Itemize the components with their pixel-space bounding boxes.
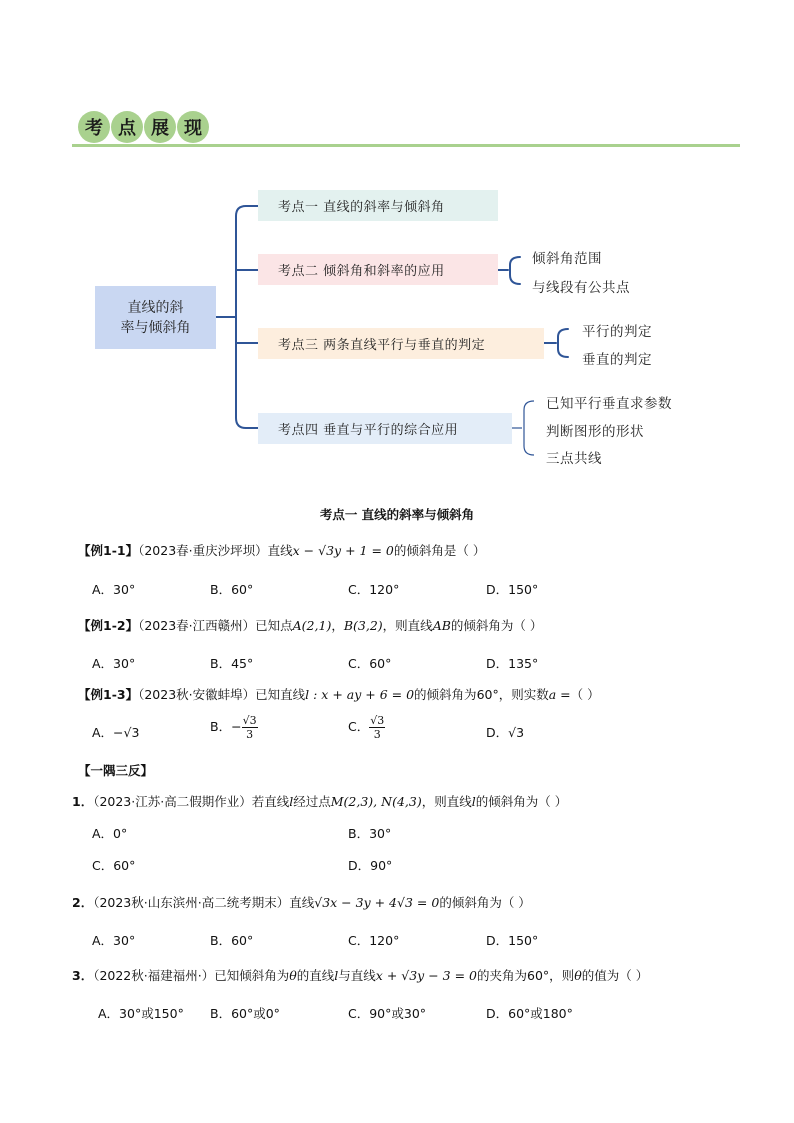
example-label: 【例1-2】: [78, 618, 139, 633]
example-source: （2023春·重庆沙坪坝）: [138, 543, 268, 558]
option-c: C．120°: [348, 582, 400, 597]
option-d: D．60°或180°: [486, 1006, 573, 1021]
variable: θ: [289, 968, 297, 983]
option-d: D．√3: [486, 725, 525, 740]
angle: 60°: [527, 968, 550, 983]
line-name: AB: [432, 618, 451, 633]
mindmap-leaf: 倾斜角范围: [532, 251, 602, 267]
option-b: [210, 714, 258, 741]
mindmap-leaf: 与线段有公共点: [532, 280, 630, 296]
question-text: ，则直线: [421, 794, 472, 809]
fraction-denominator: 3: [373, 728, 381, 741]
question-source: （2023·江苏·高二假期作业）: [93, 794, 252, 809]
question-text: 的倾斜角为（ ）: [450, 618, 543, 633]
fraction-numerator: √3: [370, 714, 385, 727]
variable: θ: [574, 968, 582, 983]
option-b: B．60°或0°: [210, 1006, 280, 1021]
mindmap-topic-3: 考点三 两条直线平行与垂直的判定: [258, 328, 544, 359]
option-d: D．135°: [486, 656, 539, 671]
mindmap-leaf: 垂直的判定: [582, 352, 652, 368]
question-text: 若直线: [251, 794, 290, 809]
mindmap-leaf: 判断图形的形状: [546, 424, 644, 440]
header-char: 展: [144, 111, 176, 143]
variable: l: [289, 794, 294, 809]
question-text: 已知直线: [255, 687, 306, 702]
option-b: B．30°: [348, 826, 392, 841]
question-3: [72, 966, 648, 984]
mindmap-root-line: 率与倾斜角: [120, 319, 191, 336]
mindmap-leaf: 平行的判定: [582, 324, 652, 340]
fraction-denominator: 3: [246, 728, 254, 741]
option-b: B．45°: [210, 656, 254, 671]
option-a: A．30°: [92, 582, 136, 597]
option-c-prefix: C．: [348, 719, 370, 734]
points: M(2,3), N(4,3): [330, 794, 422, 809]
angle: 60°: [476, 687, 499, 702]
example-1-2: [78, 616, 542, 634]
option-d: D．150°: [486, 582, 539, 597]
example-source: （2023春·江西赣州）: [138, 618, 256, 633]
question-text: 的直线: [296, 968, 335, 983]
section-title: 考点一 直线的斜率与倾斜角: [319, 507, 475, 522]
question-text: 直线: [289, 895, 315, 910]
example-label: 【例1-1】: [78, 543, 139, 558]
fraction-numerator: √3: [242, 714, 257, 727]
option-c: C．60°: [92, 858, 136, 873]
question-text: ，则直线: [382, 618, 433, 633]
question-text: 直线: [267, 543, 293, 558]
option-a: A．30°或150°: [98, 1006, 184, 1021]
practice-heading: 【一隅三反】: [78, 763, 154, 778]
question-text: ，: [331, 618, 344, 633]
mindmap-topic-4: 考点四 垂直与平行的综合应用: [258, 413, 512, 444]
example-1-3: [78, 685, 600, 703]
header-char: 考: [78, 111, 110, 143]
example-source: （2023秋·安徽蚌埠）: [138, 687, 256, 702]
option-c: C．60°: [348, 656, 392, 671]
option-c: [348, 714, 385, 741]
option-b-prefix: B．−: [210, 719, 242, 734]
question-number: 2．: [72, 895, 94, 910]
fraction: [369, 714, 385, 741]
option-d: D．90°: [348, 858, 393, 873]
mindmap-leaf: 三点共线: [546, 451, 602, 467]
question-text: 与直线: [338, 968, 376, 983]
option-a: A．−√3: [92, 725, 140, 740]
question-text: 的倾斜角为: [414, 687, 477, 702]
question-source: （2023秋·山东滨州·高二统考期末）: [93, 895, 290, 910]
question-number: 3．: [72, 968, 94, 983]
question-text: 的倾斜角是（ ）: [393, 543, 486, 558]
example-1-1: [78, 541, 485, 559]
mindmap-topic-1: 考点一 直线的斜率与倾斜角: [258, 190, 498, 221]
question-text: ，则: [549, 968, 575, 983]
option-b: B．60°: [210, 582, 254, 597]
question-number: 1．: [72, 794, 94, 809]
question-text: 的夹角为: [477, 968, 528, 983]
question-text: 经过点: [293, 794, 331, 809]
mindmap-leaf: 已知平行垂直求参数: [546, 396, 672, 412]
example-label: 【例1-3】: [78, 687, 139, 702]
header-char: 现: [177, 111, 209, 143]
option-a: A．30°: [92, 933, 136, 948]
question-2: [72, 893, 531, 911]
question-source: （2022秋·福建福州·）: [93, 968, 215, 983]
question-text: 的倾斜角为（ ）: [439, 895, 531, 910]
question-text: 已知点: [255, 618, 293, 633]
question-1: [72, 792, 567, 810]
option-a: A．0°: [92, 826, 128, 841]
equation: √3x − 3y + 4√3 = 0: [314, 895, 440, 910]
variable: l: [471, 794, 476, 809]
variable: a =: [548, 687, 571, 702]
equation: l : x + ay + 6 = 0: [305, 687, 415, 702]
mindmap-root: [95, 286, 216, 349]
question-text: 的倾斜角为（ ）: [475, 794, 568, 809]
equation: x + √3y − 3 = 0: [375, 968, 477, 983]
header-char: 点: [111, 111, 143, 143]
point: A(2,1): [292, 618, 332, 633]
question-text: （ ）: [570, 687, 600, 702]
question-text: 已知倾斜角为: [214, 968, 290, 983]
point: B(3,2): [343, 618, 383, 633]
mindmap-connectors: [0, 0, 794, 480]
fraction: [242, 714, 258, 741]
mindmap-topic-2: 考点二 倾斜角和斜率的应用: [258, 254, 498, 285]
equation: x − √3y + 1 = 0: [292, 543, 394, 558]
question-text: ，则实数: [498, 687, 549, 702]
mindmap-root-line: 直线的斜: [127, 299, 184, 316]
option-c: C．120°: [348, 933, 400, 948]
option-a: A．30°: [92, 656, 136, 671]
variable: l: [334, 968, 339, 983]
option-b: B．60°: [210, 933, 254, 948]
option-c: C．90°或30°: [348, 1006, 427, 1021]
question-text: 的值为（ ）: [581, 968, 649, 983]
option-d: D．150°: [486, 933, 539, 948]
